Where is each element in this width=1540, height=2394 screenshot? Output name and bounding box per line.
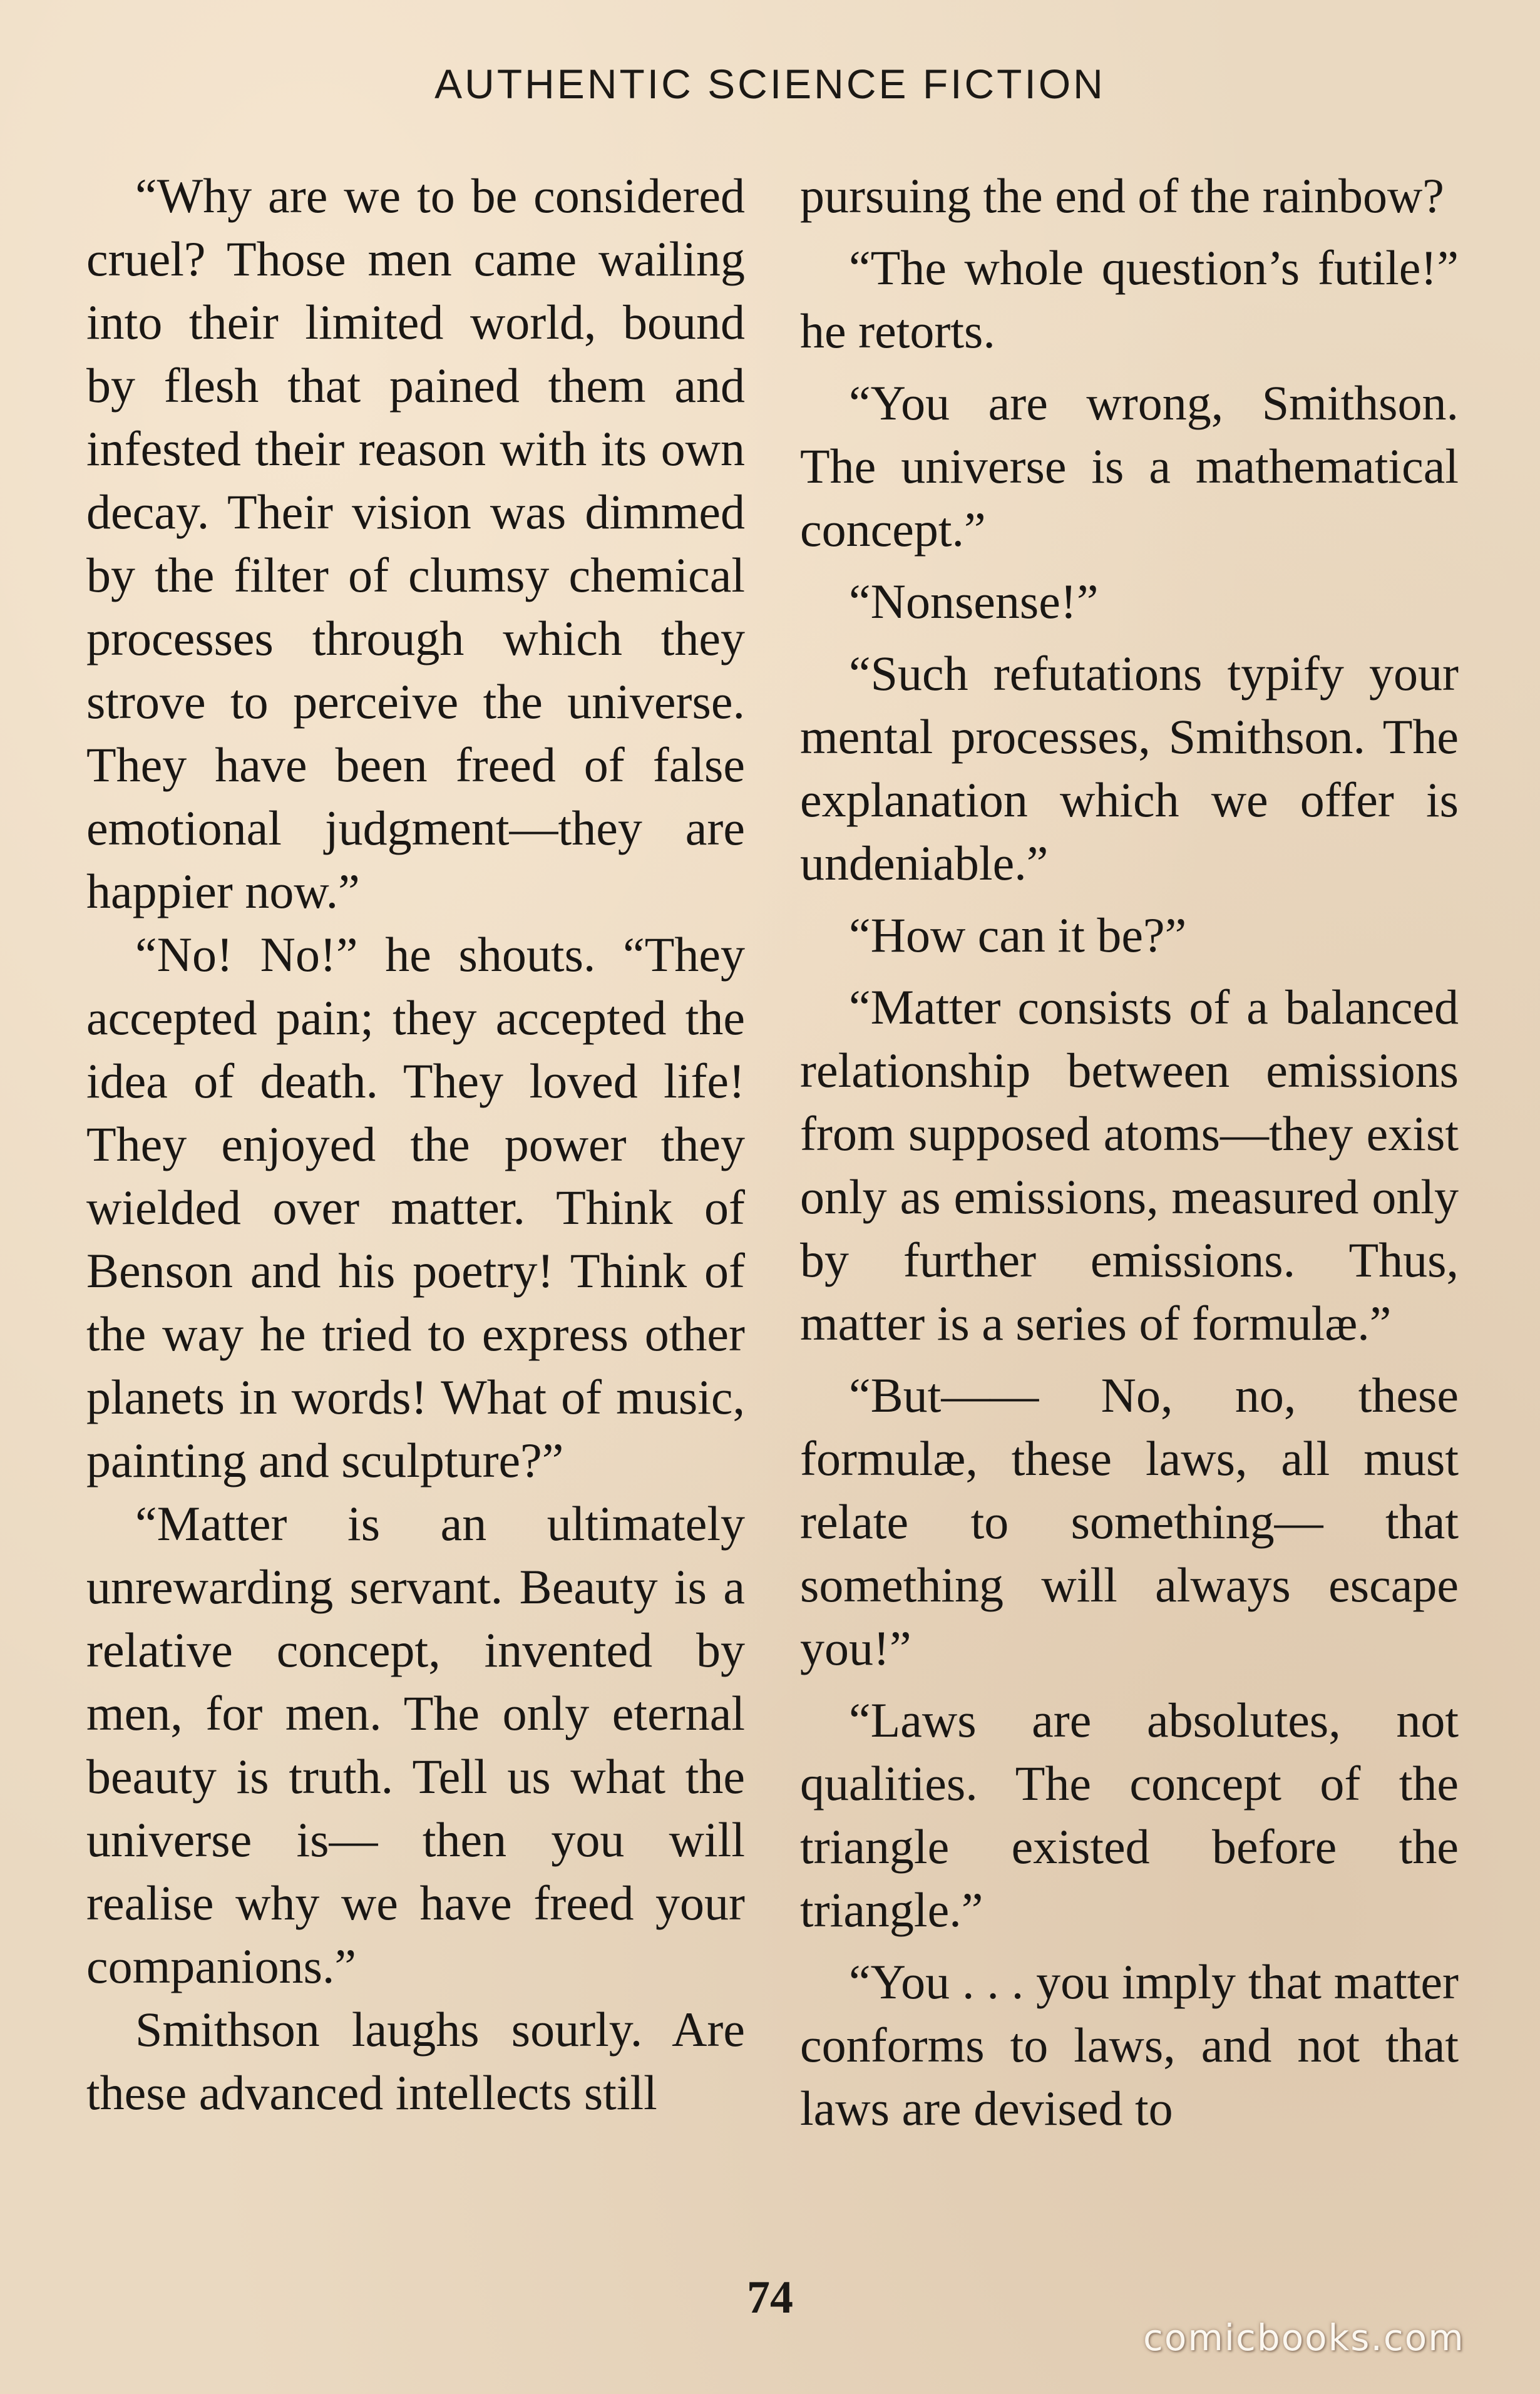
left-paragraph-4: Smithson laughs sourly. Are these advanced intellects still <box>86 2002 745 2120</box>
running-head: AUTHENTIC SCIENCE FICTION <box>434 61 1106 107</box>
left-paragraph-3: “Matter is an ultimately unrewarding servant. Beauty is a relative concept, invented by men, for men. The only eternal beauty is truth. Tell us what the universe is— then you will realise why we have freed your companions.” <box>86 1496 745 1993</box>
right-continuation: pursuing the end of the rainbow? <box>800 168 1444 223</box>
right-paragraph-5: “How can it be?” <box>849 908 1187 962</box>
right-paragraph-2: “You are wrong, Smithson. The universe is a mathematical concept.” <box>800 376 1459 557</box>
left-paragraph-1: “Why are we to be considered cruel? Those men came wailing into their limited world, bound by flesh that pained them and infested their reason with its own decay. Their vision was dimmed by the filter of clumsy chemical processes through which they strove to perceive the universe. They have been freed of false emotional judgment—they are happier now.” <box>86 168 745 918</box>
right-paragraph-3: “Nonsense!” <box>849 574 1099 629</box>
right-column <box>800 164 1459 2149</box>
left-paragraph-2: “No! No!” he shouts. “They accepted pain; they accepted the idea of death. They loved life! They enjoyed the power they wielded over matter. Think of Benson and his poetry! Think of the way he tried to express other planets in words! What of music, painting and sculpture?” <box>86 927 745 1487</box>
watermark-logo: comicbooks.com <box>1143 2316 1465 2359</box>
right-paragraph-8: “Laws are absolutes, not qualities. The concept of the triangle existed before the triangle.” <box>800 1693 1459 1937</box>
right-paragraph-7: “But—— No, no, these formulæ, these laws, all must relate to something— that something will always escape you!” <box>800 1368 1459 1675</box>
right-paragraph-6: “Matter consists of a balanced relationship between emissions from supposed atoms—they exist only as emissions, measured only by further emissions. Thus, matter is a series of formulæ.” <box>800 980 1459 1350</box>
right-paragraph-9: “You . . . you imply that matter conforms to laws, and not that laws are devised to <box>800 1955 1459 2135</box>
left-column <box>86 164 745 2124</box>
right-paragraph-1: “The whole question’s futile!” he retorts. <box>800 240 1459 358</box>
right-paragraph-4: “Such refutations typify your mental processes, Smithson. The explanation which we offer is undeniable.” <box>800 646 1459 890</box>
page-number: 74 <box>747 2272 793 2323</box>
